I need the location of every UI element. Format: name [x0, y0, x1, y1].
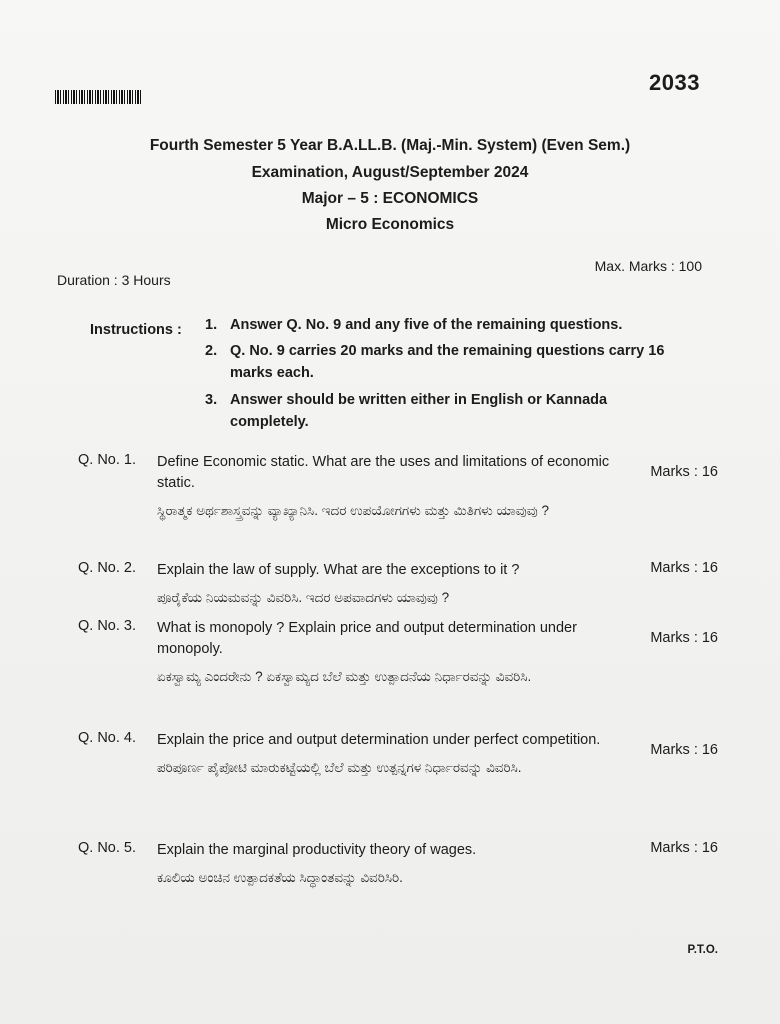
exam-title-line: Fourth Semester 5 Year B.A.LL.B. (Maj.-Min. System) (Even Sem.) [149, 137, 631, 154]
question-text-kannada: ಪರಿಪೂರ್ಣ ಪೈಪೋಟಿ ಮಾರುಕಟ್ಟೆಯಲ್ಲಿ ಬೆಲೆ ಮತ್ತು ಉತ್ಪನ್ನಗಳ ನಿರ್ಧಾರವನ್ನು ವಿವರಿಸಿ. [157, 760, 522, 775]
instruction-item [205, 389, 685, 433]
question-marks: Marks : 16 [650, 464, 718, 480]
page-turn-note: P.T.O. [687, 944, 718, 956]
question [78, 560, 728, 609]
exam-subject: Major – 5 : ECONOMICS [301, 190, 479, 207]
instruction-item [205, 340, 685, 384]
instruction-number: 1. [205, 317, 218, 333]
question-text-english: Explain the law of supply. What are the exceptions to it ? [157, 562, 520, 578]
instruction-item [205, 314, 685, 336]
question-marks: Marks : 16 [650, 560, 718, 576]
question-text-kannada: ಪೂರೈಕೆಯ ನಿಯಮವನ್ನು ವಿವರಿಸಿ. ಇದರ ಅಪವಾದಗಳು ಯಾವುವು ? [157, 590, 450, 605]
question-number: Q. No. 5. [78, 840, 137, 856]
instruction-text: Q. No. 9 carries 20 marks and the remaining questions carry 16 marks each. [230, 343, 665, 381]
max-marks: Max. Marks : 100 [594, 258, 702, 274]
question-number: Q. No. 1. [78, 452, 137, 468]
question-number: Q. No. 4. [78, 730, 137, 746]
question [78, 618, 728, 688]
instruction-number: 2. [205, 343, 218, 359]
instruction-number: 3. [205, 392, 218, 408]
question-number: Q. No. 3. [78, 618, 137, 634]
question-text-english: Define Economic static. What are the uses and limitations of economic static. [157, 454, 610, 491]
question-marks: Marks : 16 [650, 840, 718, 856]
instructions-label: Instructions : [90, 322, 182, 338]
question-marks: Marks : 16 [650, 630, 718, 646]
paper-code: 2033 [649, 70, 700, 95]
question-number: Q. No. 2. [78, 560, 137, 576]
question [78, 452, 728, 522]
barcode [55, 90, 141, 104]
question [78, 840, 728, 889]
question-text-kannada: ಸ್ಥಿರಾತ್ಮಕ ಅರ್ಥಶಾಸ್ತ್ರವನ್ನು ವ್ಯಾಖ್ಯಾನಿಸಿ. ಇದರ ಉಪಯೋಗಗಳು ಮತ್ತು ಮಿತಿಗಳು ಯಾವುವು ? [157, 503, 549, 518]
instruction-text: Answer Q. No. 9 and any five of the remaining questions. [230, 317, 623, 333]
question [78, 730, 728, 779]
question-text-english: Explain the price and output determination under perfect competition. [157, 732, 601, 748]
question-text-english: What is monopoly ? Explain price and output determination under monopoly. [157, 620, 577, 657]
exam-session: Examination, August/September 2024 [251, 164, 529, 181]
question-text-english: Explain the marginal productivity theory of wages. [157, 842, 477, 858]
duration: Duration : 3 Hours [57, 272, 171, 288]
exam-paper: Micro Economics [325, 216, 455, 233]
question-marks: Marks : 16 [650, 742, 718, 758]
question-text-kannada: ಏಕಸ್ವಾಮ್ಯ ಎಂದರೇನು ? ಏಕಸ್ವಾಮ್ಯದ ಬೆಲೆ ಮತ್ತು ಉತ್ಪಾದನೆಯ ನಿರ್ಧಾರವನ್ನು ವಿವರಿಸಿ. [157, 669, 532, 684]
question-text-kannada: ಕೂಲಿಯ ಅಂಚಿನ ಉತ್ಪಾದಕತೆಯ ಸಿದ್ಧಾಂತವನ್ನು ವಿವರಿಸಿರಿ. [157, 870, 403, 885]
instruction-text: Answer should be written either in English or Kannada completely. [230, 392, 608, 430]
